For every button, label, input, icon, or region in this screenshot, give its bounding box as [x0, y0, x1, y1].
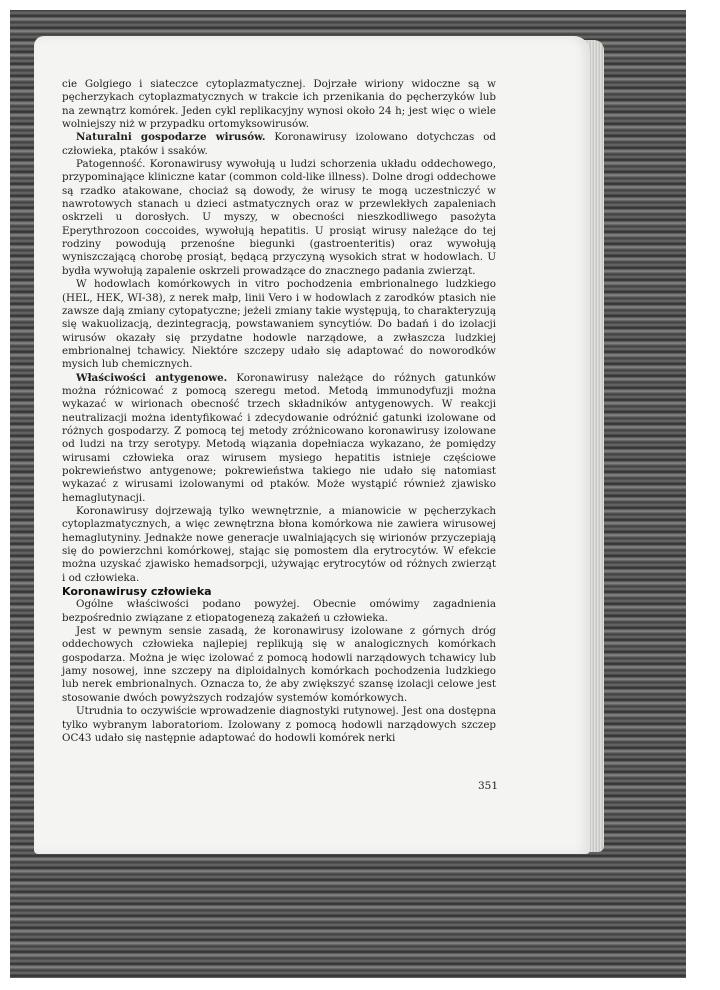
page-text — [62, 78, 496, 745]
paragraph-cell-cultures: W hodowlach komórkowych in vitro pochodzenia embrionalnego ludzkiego (HEL, HEK, WI-38), z nerek małp, linii Vero i w hodowlach z zarodków ptasich nie zawsze dają zmiany cytopatyczne; jeżeli zmiany takie występują, to charakteryzują się wakuolizacją, dezintegracją, powstawaniem syncytiów. Do badań i do izolacji wirusów okazały się przydatne hodowle narządowe, a zwłaszcza ludzkiej embrionalnej tchawicy. Niektóre szczepy udało się adaptować do noworodków mysich lub chemicznych. — [62, 278, 496, 371]
antigenic-text: Koronawirusy należące do różnych gatunków można różnicować z pomocą szeregu metod. Metodą immunodyfuzji można wykazać w wirionach obecność trzech składników antygenowych. W reakcji neutralizacji można identyfikować i zdecydowanie odróżnić gatunki izolowane od różnych gospodarzy. Z pomocą tej metody zróżnicowano koronawirusy izolowane od ludzi na trzy serotypy. Metodą wiązania dopełniacza wykazano, że pomiędzy wirusami człowieka oraz wirusem mysiego hepatitis istnieje częściowe pokrewieństwo antygenowe; pokrewieństwa takiego nie udało się natomiast wykazać z wirusami izolowanymi od ptaków. Może wystąpić również zjawisko hemaglutynacji. — [62, 371, 496, 504]
paragraph-maturation: Koronawirusy dojrzewają tylko wewnętrznie, a mianowicie w pęcherzykach cytoplazmatycznych, a więc zewnętrzna błona komórkowa nie zawiera wirusowej hemaglutyniny. Jednakże nowe generacje uwalniających się wirionów przyczepiają się do powierzchni komórkowej, stając się pomostem dla erytrocytów. W efekcie można uzyskać zjawisko hemadsorpcji, używając erytrocytów od różnych zwierząt i od człowieka. — [62, 505, 496, 584]
paragraph-section-intro: Ogólne właściwości podano powyżej. Obecnie omówimy zagadnienia bezpośrednio związane z etiopatogenezą zakażeń u człowieka. — [62, 598, 496, 624]
paragraph-diagnostics: Utrudnia to oczywiście wprowadzenie diagnostyki rutynowej. Jest ona dostępna tylko wybranym laboratoriom. Izolowany z pomocą hodowli narządowych szczep OC43 udało się następnie adaptować do hodowli komórek nerki — [62, 705, 496, 744]
paragraph-pathogenicity: Patogenność. Koronawirusy wywołują u ludzi schorzenia układu oddechowego, przypominające kliniczne katar (common cold-like illness). Dolne drogi oddechowe są rzadko atakowane, chociaż są dowody, że wirusy te mogą uczestniczyć w nawrotowych stanach u dzieci astmatycznych oraz w przewlekłych zapaleniach oskrzeli u dorosłych. U myszy, w obecności nieszkodliwego pasożyta Eperythrozoon coccoides, wywołują hepatitis. U prosiąt wirusy należące do tej rodziny powodują przenośne biegunki (gastroenteritis) oraz wywołują wyniszczającą chorobę prosiąt, będącą przyczyną wysokich strat w hodowlach. U bydła wywołują zapalenie oskrzeli prowadzące do znacznego padania zwierząt. — [62, 158, 496, 277]
paragraph-antigenic — [62, 372, 496, 505]
page-number: 351 — [478, 780, 499, 792]
paragraph-golgi: cie Golgiego i siateczce cytoplazmatycznej. Dojrzałe wiriony widoczne są w pęcherzykach cytoplazmatycznych w trakcie ich przenikania do pęcherzyków lub na zewnątrz komórek. Jeden cykl replikacyjny wynosi około 24 h; jest więc o wiele wolniejszy niż w przypadku ortomyksowirusów. — [62, 78, 496, 131]
paragraph-isolation: Jest w pewnym sensie zasadą, że koronawirusy izolowane z górnych dróg oddechowych człowieka najlepiej replikują się w analogicznych komórkach gospodarza. Można je więc izolować z pomocą hodowli narządowych tchawicy lub jamy nosowej, inne szczepy na diploidalnych komórkach pochodzenia ludzkiego lub nerek embrionalnych. Oznacza to, że aby zwiększyć szansę izolacji celowe jest stosowanie dwóch powyższych rodzajów systemów komórkowych. — [62, 625, 496, 704]
natural-hosts-label: Naturalni gospodarze wirusów. — [76, 131, 266, 144]
paragraph-natural-hosts — [62, 131, 496, 158]
antigenic-label: Właściwości antygenowe. — [76, 371, 228, 384]
natural-hosts-text: Koronawirusy izolowano dotychczas od człowieka, ptaków i ssaków. — [62, 131, 497, 157]
section-heading: Koronawirusy człowieka — [62, 585, 212, 599]
